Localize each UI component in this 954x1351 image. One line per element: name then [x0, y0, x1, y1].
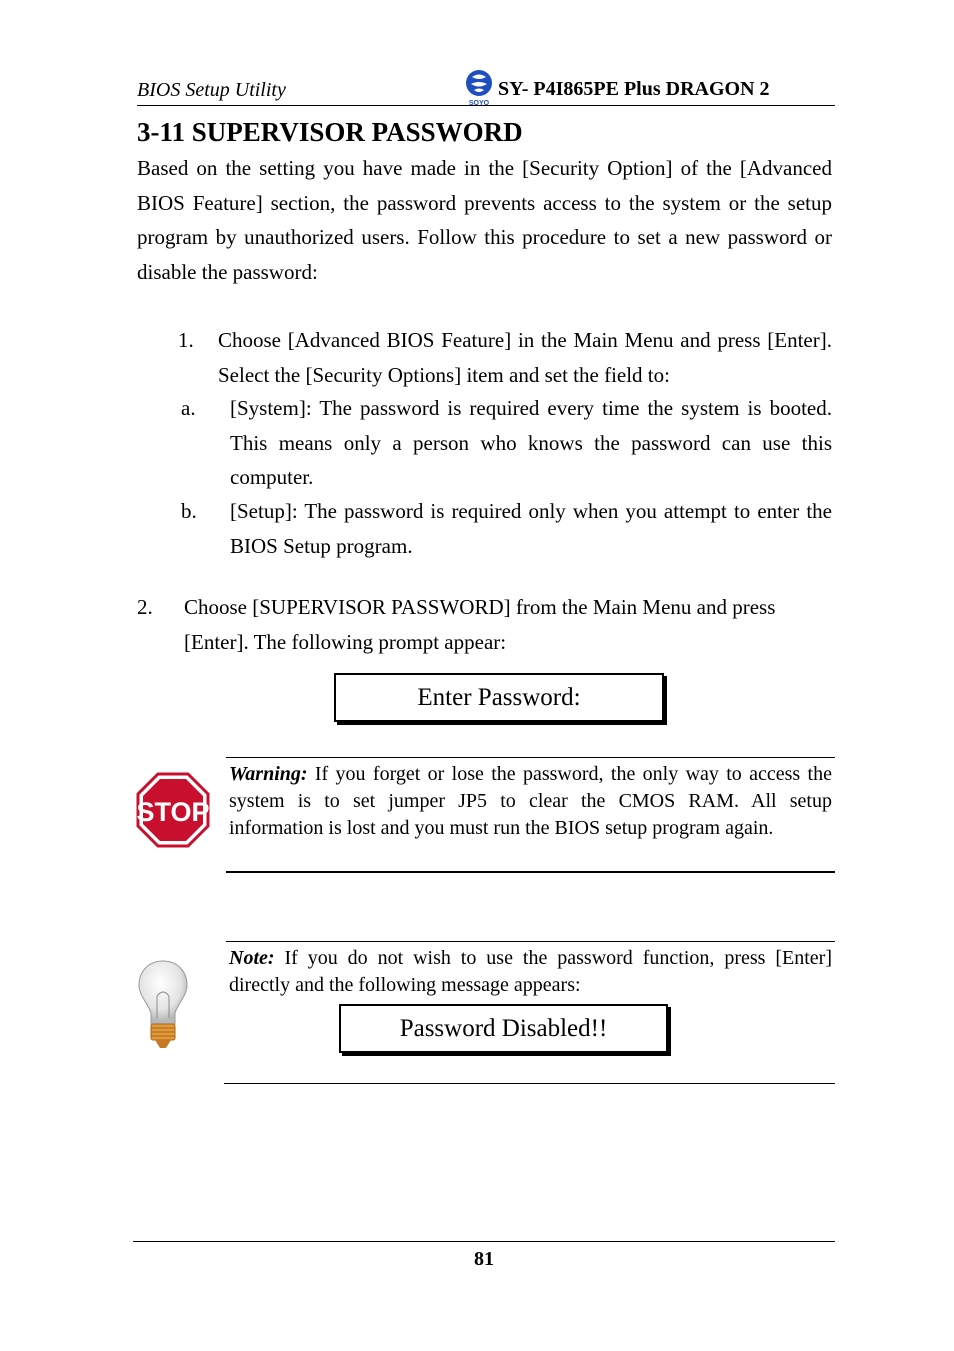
- password-disabled-message: Password Disabled!!: [339, 1004, 668, 1053]
- note-label: Note:: [229, 947, 275, 969]
- note-top-rule: [226, 941, 835, 942]
- soyo-logo-icon: [462, 68, 496, 106]
- logo-text: SOYO: [468, 100, 490, 106]
- warning-body: If you forget or lose the password, the only way to access the system is to set jumper JP5 to clear the CMOS RAM. All setup information is lost and you must run the BIOS setup program again.: [229, 763, 832, 839]
- note-bottom-rule: [224, 1083, 835, 1084]
- light-bulb-icon: [135, 958, 191, 1054]
- step-1-number: 1.: [178, 328, 194, 352]
- step-2-text: Choose [SUPERVISOR PASSWORD] from the Main Menu and press [Enter]. The following prompt appear:: [184, 595, 776, 654]
- step-1-text: Choose [Advanced BIOS Feature] in the Main Menu and press [Enter]. Select the [Security Options] item and set the field to:: [218, 328, 832, 387]
- stop-sign-text: STOP: [136, 797, 210, 827]
- substep-a-text: [System]: The password is required every time the system is booted. This means only a person who knows the password can use this computer.: [230, 396, 832, 489]
- warning-bottom-rule: [226, 871, 835, 873]
- note-text: [229, 945, 832, 999]
- stop-sign-icon: [136, 772, 210, 848]
- intro-paragraph: Based on the setting you have made in the [Security Option] of the [Advanced BIOS Feature] section, the password prevents access to the system or the setup program by unauthorized users. Follow this procedure to set a new password or disable the password:: [137, 156, 832, 284]
- footer-rule: [133, 1241, 835, 1242]
- warning-text: [229, 761, 832, 842]
- substep-b-letter: b.: [181, 499, 197, 523]
- section-title: 3-11 SUPERVISOR PASSWORD: [137, 117, 523, 147]
- note-body: If you do not wish to use the password function, press [Enter] directly and the following message appears:: [229, 947, 832, 996]
- header-model: SY- P4I865PE Plus DRAGON 2: [498, 78, 770, 100]
- page-number: 81: [474, 1248, 494, 1270]
- header-rule: [137, 105, 835, 106]
- substep-b-text: [Setup]: The password is required only when you attempt to enter the BIOS Setup program.: [230, 499, 832, 558]
- step-2-number: 2.: [137, 595, 153, 619]
- warning-label: Warning:: [229, 763, 308, 785]
- enter-password-prompt: Enter Password:: [334, 673, 664, 722]
- substep-a-letter: a.: [181, 396, 196, 420]
- warning-top-rule: [226, 757, 835, 758]
- header-title: BIOS Setup Utility: [137, 79, 286, 101]
